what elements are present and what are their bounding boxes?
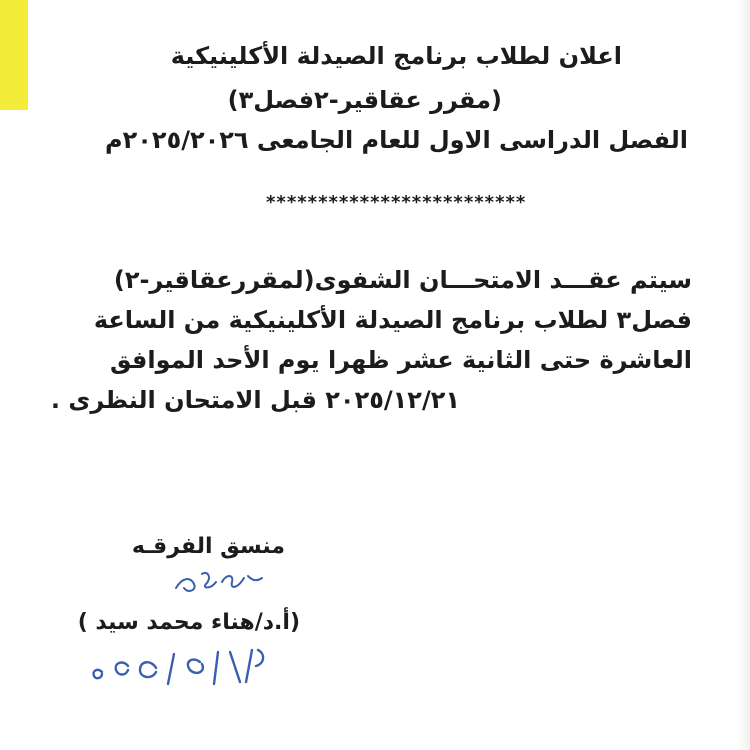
body-line-1: سيتم عقـــد الامتحـــان الشفوى(لمقررعقاقير-٢) (113, 266, 692, 294)
announcement-title: اعلان لطلاب برنامج الصيدلة الأكلينيكية (170, 42, 622, 70)
coordinator-label: منسق الفرقـه (131, 534, 285, 559)
body-line-3: العاشرة حتى الثانية عشر ظهرا يوم الأحد الموافق (110, 346, 692, 374)
signature-text: هنا (217, 598, 219, 599)
yellow-highlight-strip (0, 0, 28, 110)
semester-line: الفصل الدراسى الاول للعام الجامعى ٢٠٢٥/٢٠٢٦م (105, 126, 688, 154)
scan-edge-shadow (738, 0, 750, 750)
handwritten-date (80, 642, 270, 692)
body-line-4: ٢٠٢٥/١٢/٢١ قبل الامتحان النظرى . (50, 386, 460, 414)
handwritten-signature (168, 560, 268, 600)
body-line-2: فصل٣ لطلاب برنامج الصيدلة الأكلينيكية من الساعة (93, 306, 692, 334)
signatory-name: (أ.د/هناء محمد سيد ) (77, 610, 300, 635)
course-subtitle: (مقرر عقاقير-٢فصل٣) (227, 86, 502, 114)
handwritten-date-text: ٢٠٢٥/١٢/١٧ (172, 691, 178, 692)
separator-line: ************************* (266, 192, 527, 213)
